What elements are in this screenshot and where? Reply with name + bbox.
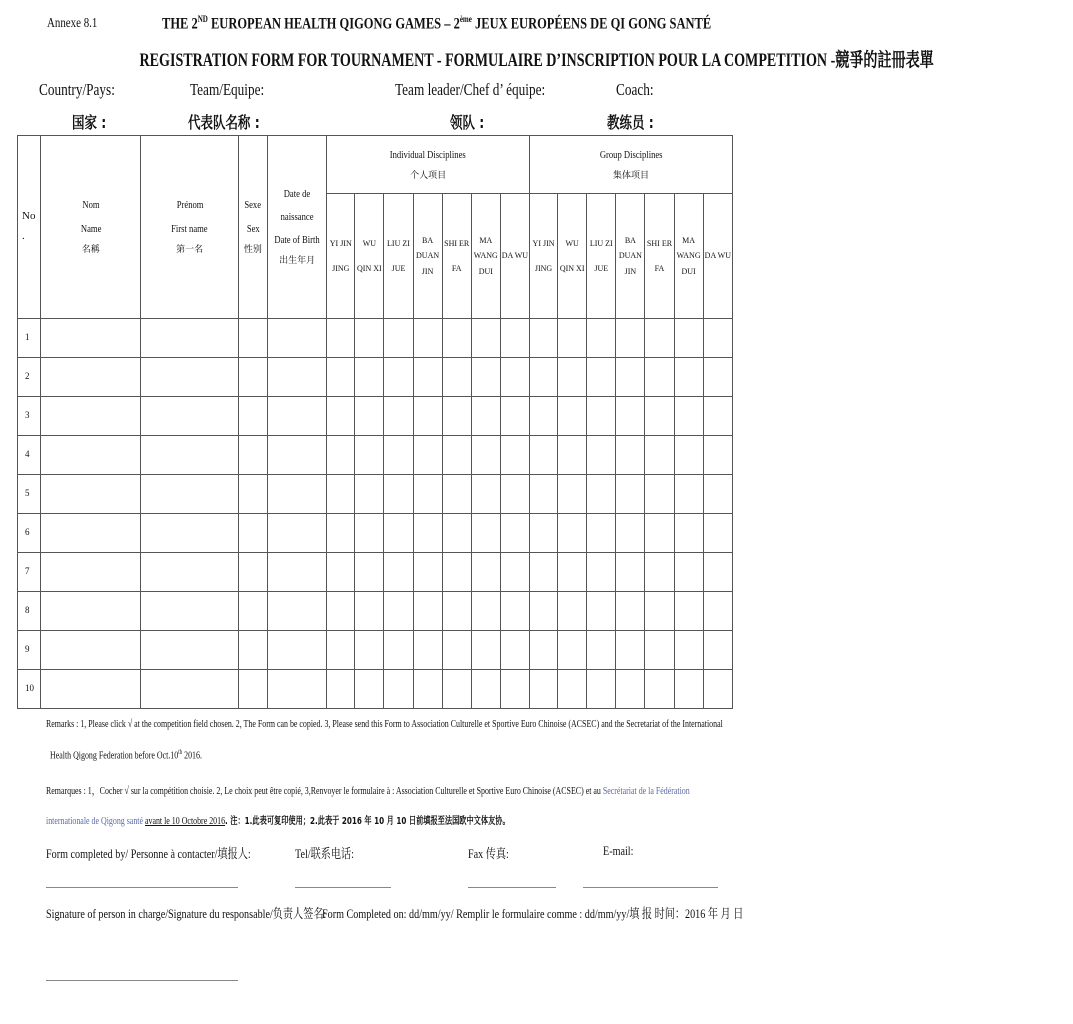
- discipline-ma-wang-dui: MA WANG DUI: [471, 194, 500, 319]
- entry-cell[interactable]: [141, 397, 238, 436]
- table-row: [18, 397, 733, 436]
- entry-cell[interactable]: [471, 397, 500, 436]
- remarks-fr-line2: internationale de Qigong santé avant le 10 Octobre 2016. 注：1.此表可复印使用；2.此表于 2016 年 10 月 10 日前填报至法国欧中文体友协。: [46, 815, 510, 827]
- row-number: 3: [18, 397, 41, 436]
- entry-cell[interactable]: [674, 397, 703, 436]
- entry-cell[interactable]: [355, 475, 384, 514]
- entry-cell[interactable]: [327, 319, 355, 358]
- entry-cell[interactable]: [238, 436, 267, 475]
- entry-cell[interactable]: [471, 436, 500, 475]
- entry-cell[interactable]: [141, 592, 238, 631]
- entry-cell[interactable]: [442, 670, 471, 709]
- entry-cell[interactable]: [238, 631, 267, 670]
- entry-cell[interactable]: [703, 514, 732, 553]
- entry-cell[interactable]: [558, 553, 587, 592]
- discipline-ba-duan-jin: BA DUAN JIN: [413, 194, 442, 319]
- row-number: 7: [18, 553, 41, 592]
- row-number: 8: [18, 592, 41, 631]
- entry-cell[interactable]: [645, 358, 674, 397]
- entry-cell[interactable]: [530, 631, 558, 670]
- country-label: Country/Pays:: [39, 80, 115, 99]
- completed-by-field[interactable]: [46, 887, 238, 888]
- table-row: [18, 436, 733, 475]
- group-discipline-wu-qin-xi: WU QIN XI: [558, 194, 587, 319]
- entry-cell[interactable]: [267, 514, 326, 553]
- group-discipline-liu-zi-jue: LIU ZI JUE: [587, 194, 616, 319]
- entry-cell[interactable]: [141, 436, 238, 475]
- entry-cell[interactable]: [616, 397, 645, 436]
- entry-cell[interactable]: [616, 436, 645, 475]
- entry-cell[interactable]: [413, 631, 442, 670]
- entry-cell[interactable]: [238, 670, 267, 709]
- entry-cell[interactable]: [267, 436, 326, 475]
- entry-cell[interactable]: [530, 475, 558, 514]
- entry-cell[interactable]: [587, 670, 616, 709]
- entry-cell[interactable]: [530, 514, 558, 553]
- entry-cell[interactable]: [500, 358, 529, 397]
- entry-cell[interactable]: [442, 475, 471, 514]
- entry-cell[interactable]: [413, 670, 442, 709]
- table-row: [18, 553, 733, 592]
- entry-cell[interactable]: [384, 397, 413, 436]
- entry-cell[interactable]: [384, 475, 413, 514]
- entry-cell[interactable]: [616, 475, 645, 514]
- entry-cell[interactable]: [238, 592, 267, 631]
- entry-cell[interactable]: [645, 670, 674, 709]
- entry-cell[interactable]: [141, 358, 238, 397]
- entry-cell[interactable]: [41, 592, 141, 631]
- no-header: No .: [18, 136, 41, 319]
- entry-cell[interactable]: [267, 397, 326, 436]
- email-label: E-mail:: [603, 843, 634, 858]
- entry-cell[interactable]: [558, 514, 587, 553]
- entry-cell[interactable]: [558, 358, 587, 397]
- entry-cell[interactable]: [327, 358, 355, 397]
- entry-cell[interactable]: [587, 631, 616, 670]
- entry-cell[interactable]: [442, 631, 471, 670]
- entry-cell[interactable]: [327, 397, 355, 436]
- entry-cell[interactable]: [616, 514, 645, 553]
- entry-cell[interactable]: [703, 670, 732, 709]
- entry-cell[interactable]: [471, 592, 500, 631]
- team-leader-label-zh: 领队 :: [450, 113, 485, 132]
- remarks-fr-line1: Remarques : 1，Cocher √ sur la compétition choisie. 2, Le choix peut être copié, 3,Renvoyer le formulaire à : Association Culturelle et Sportive Euro Chinoise (ACSEC) et au Secrétariat de la Fédération: [46, 785, 690, 797]
- entry-cell[interactable]: [530, 553, 558, 592]
- entry-cell[interactable]: [41, 475, 141, 514]
- entry-cell[interactable]: [141, 319, 238, 358]
- entry-cell[interactable]: [471, 553, 500, 592]
- entry-cell[interactable]: [238, 475, 267, 514]
- entry-cell[interactable]: [616, 631, 645, 670]
- entry-cell[interactable]: [141, 553, 238, 592]
- entry-cell[interactable]: [413, 553, 442, 592]
- entry-cell[interactable]: [703, 592, 732, 631]
- table-row: [18, 631, 733, 670]
- entry-cell[interactable]: [355, 319, 384, 358]
- remarks-en-line1: Remarks : 1, Please click √ at the competition field chosen. 2, The Form can be copied. 3, Please send this Form to Association Culturelle et Sportive Euro Chinoise (ACSEC) and the Secretariat of the International: [46, 718, 723, 730]
- entry-cell[interactable]: [238, 397, 267, 436]
- row-number: 10: [18, 670, 41, 709]
- entry-cell[interactable]: [500, 631, 529, 670]
- signature-field[interactable]: [46, 980, 238, 981]
- entry-cell[interactable]: [674, 670, 703, 709]
- entry-cell[interactable]: [355, 436, 384, 475]
- nom-header: Nom Name 名稱: [41, 136, 141, 319]
- entry-cell[interactable]: [587, 397, 616, 436]
- entry-cell[interactable]: [355, 514, 384, 553]
- entry-cell[interactable]: [267, 319, 326, 358]
- row-number: 6: [18, 514, 41, 553]
- team-leader-label: Team leader/Chef d’ équipe:: [395, 80, 546, 99]
- coach-label-zh: 教练员 :: [607, 113, 654, 132]
- entry-cell[interactable]: [384, 670, 413, 709]
- entry-cell[interactable]: [471, 358, 500, 397]
- entry-cell[interactable]: [616, 553, 645, 592]
- entry-cell[interactable]: [141, 475, 238, 514]
- entry-cell[interactable]: [413, 592, 442, 631]
- entry-cell[interactable]: [703, 475, 732, 514]
- entry-cell[interactable]: [442, 358, 471, 397]
- table-row: [18, 514, 733, 553]
- remarks-en-line2: Health Qigong Federation before Oct.10th 2016.: [50, 748, 202, 762]
- entry-cell[interactable]: [674, 592, 703, 631]
- entry-cell[interactable]: [413, 397, 442, 436]
- entry-cell[interactable]: [674, 514, 703, 553]
- entry-cell[interactable]: [674, 553, 703, 592]
- entry-cell[interactable]: [355, 397, 384, 436]
- entry-cell[interactable]: [703, 319, 732, 358]
- entry-cell[interactable]: [587, 475, 616, 514]
- entry-cell[interactable]: [384, 631, 413, 670]
- entry-cell[interactable]: [703, 553, 732, 592]
- email-field[interactable]: [583, 887, 718, 888]
- entry-cell[interactable]: [355, 631, 384, 670]
- entry-cell[interactable]: [587, 436, 616, 475]
- entry-cell[interactable]: [587, 358, 616, 397]
- row-number: 4: [18, 436, 41, 475]
- entry-cell[interactable]: [327, 514, 355, 553]
- entry-cell[interactable]: [471, 475, 500, 514]
- entry-cell[interactable]: [384, 319, 413, 358]
- coach-label: Coach:: [616, 80, 654, 99]
- signature-label: Signature of person in charge/Signature du responsable/负责人签名:: [46, 906, 327, 921]
- entry-cell[interactable]: [674, 436, 703, 475]
- registration-table: [17, 135, 733, 709]
- entry-cell[interactable]: [141, 514, 238, 553]
- entry-cell[interactable]: [500, 592, 529, 631]
- entry-cell[interactable]: [558, 670, 587, 709]
- prenom-header: Prénom First name 第一名: [141, 136, 238, 319]
- entry-cell[interactable]: [384, 553, 413, 592]
- entry-cell[interactable]: [674, 631, 703, 670]
- annexe-label: Annexe 8.1: [47, 16, 98, 31]
- entry-cell[interactable]: [471, 514, 500, 553]
- entry-cell[interactable]: [442, 319, 471, 358]
- entry-cell[interactable]: [384, 436, 413, 475]
- entry-cell[interactable]: [500, 475, 529, 514]
- entry-cell[interactable]: [238, 514, 267, 553]
- entry-cell[interactable]: [500, 397, 529, 436]
- row-number: 9: [18, 631, 41, 670]
- discipline-da-wu: DA WU: [500, 194, 529, 319]
- entry-cell[interactable]: [41, 631, 141, 670]
- entry-cell[interactable]: [587, 319, 616, 358]
- entry-cell[interactable]: [355, 553, 384, 592]
- entry-cell[interactable]: [327, 436, 355, 475]
- entry-cell[interactable]: [645, 553, 674, 592]
- individual-disciplines-header: Individual Disciplines 个人项目: [327, 136, 530, 194]
- entry-cell[interactable]: [41, 436, 141, 475]
- entry-cell[interactable]: [442, 553, 471, 592]
- entry-cell[interactable]: [471, 631, 500, 670]
- group-discipline-ba-duan-jin: BA DUAN JIN: [616, 194, 645, 319]
- entry-cell[interactable]: [645, 319, 674, 358]
- team-label: Team/Equipe:: [190, 80, 265, 99]
- entry-cell[interactable]: [327, 631, 355, 670]
- entry-cell[interactable]: [41, 514, 141, 553]
- fax-field[interactable]: [468, 887, 556, 888]
- entry-cell[interactable]: [41, 319, 141, 358]
- entry-cell[interactable]: [238, 358, 267, 397]
- entry-cell[interactable]: [267, 592, 326, 631]
- entry-cell[interactable]: [41, 553, 141, 592]
- row-number: 5: [18, 475, 41, 514]
- entry-cell[interactable]: [558, 319, 587, 358]
- discipline-yi-jin-jing: YI JIN JING: [327, 194, 355, 319]
- entry-cell[interactable]: [267, 631, 326, 670]
- entry-cell[interactable]: [500, 436, 529, 475]
- entry-cell[interactable]: [413, 436, 442, 475]
- tel-label: Tel/联系电话:: [295, 846, 354, 861]
- entry-cell[interactable]: [558, 475, 587, 514]
- entry-cell[interactable]: [442, 514, 471, 553]
- entry-cell[interactable]: [355, 592, 384, 631]
- entry-cell[interactable]: [703, 397, 732, 436]
- entry-cell[interactable]: [645, 475, 674, 514]
- entry-cell[interactable]: [645, 631, 674, 670]
- entry-cell[interactable]: [703, 631, 732, 670]
- entry-cell[interactable]: [500, 670, 529, 709]
- entry-cell[interactable]: [355, 358, 384, 397]
- entry-cell[interactable]: [327, 670, 355, 709]
- fax-label: Fax 传真:: [468, 846, 509, 861]
- group-discipline-ma-wang-dui: MA WANG DUI: [674, 194, 703, 319]
- entry-cell[interactable]: [674, 319, 703, 358]
- entry-cell[interactable]: [645, 436, 674, 475]
- entry-cell[interactable]: [616, 670, 645, 709]
- entry-cell[interactable]: [413, 319, 442, 358]
- entry-cell[interactable]: [530, 436, 558, 475]
- entry-cell[interactable]: [384, 592, 413, 631]
- completed-on-label: Form Completed on: dd/mm/yy/ Remplir le formulaire comme : dd/mm/yy/填 报 时间：2016 年 月 日: [322, 906, 744, 921]
- entry-cell[interactable]: [587, 553, 616, 592]
- table-row: [18, 319, 733, 358]
- group-discipline-shi-er-fa: SHI ER FA: [645, 194, 674, 319]
- table-row: [18, 592, 733, 631]
- entry-cell[interactable]: [530, 397, 558, 436]
- dob-header: Date de naissance Date of Birth 出生年月: [267, 136, 326, 319]
- completed-by-label: Form completed by/ Personne à contacter/填报人:: [46, 846, 251, 861]
- entry-cell[interactable]: [141, 670, 238, 709]
- entry-cell[interactable]: [703, 358, 732, 397]
- discipline-liu-zi-jue: LIU ZI JUE: [384, 194, 413, 319]
- entry-cell[interactable]: [267, 670, 326, 709]
- entry-cell[interactable]: [267, 553, 326, 592]
- entry-cell[interactable]: [267, 475, 326, 514]
- entry-cell[interactable]: [413, 514, 442, 553]
- entry-cell[interactable]: [442, 436, 471, 475]
- group-disciplines-header: Group Disciplines 集体项目: [530, 136, 733, 194]
- entry-cell[interactable]: [327, 553, 355, 592]
- entry-cell[interactable]: [413, 475, 442, 514]
- table-row: [18, 475, 733, 514]
- page-title: THE 2ND EUROPEAN HEALTH QIGONG GAMES – 2ème JEUX EUROPÉENS DE QI GONG SANTÉ: [162, 14, 712, 33]
- group-discipline-da-wu: DA WU: [703, 194, 732, 319]
- entry-cell[interactable]: [267, 358, 326, 397]
- team-label-zh: 代表队名称 :: [188, 113, 260, 132]
- entry-cell[interactable]: [413, 358, 442, 397]
- entry-cell[interactable]: [384, 514, 413, 553]
- entry-cell[interactable]: [645, 514, 674, 553]
- entry-cell[interactable]: [645, 592, 674, 631]
- entry-cell[interactable]: [587, 592, 616, 631]
- entry-cell[interactable]: [442, 592, 471, 631]
- entry-cell[interactable]: [327, 475, 355, 514]
- discipline-wu-qin-xi: WU QIN XI: [355, 194, 384, 319]
- country-label-zh: 国家 :: [72, 113, 107, 132]
- entry-cell[interactable]: [384, 358, 413, 397]
- entry-cell[interactable]: [616, 319, 645, 358]
- entry-cell[interactable]: [471, 670, 500, 709]
- form-subtitle: REGISTRATION FORM FOR TOURNAMENT - FORMULAIRE D’INSCRIPTION POUR LA COMPETITION -競爭的註冊表單: [139, 50, 934, 71]
- group-discipline-yi-jin-jing: YI JIN JING: [530, 194, 558, 319]
- entry-cell[interactable]: [558, 397, 587, 436]
- row-number: 1: [18, 319, 41, 358]
- entry-cell[interactable]: [674, 358, 703, 397]
- entry-cell[interactable]: [674, 475, 703, 514]
- entry-cell[interactable]: [530, 319, 558, 358]
- entry-cell[interactable]: [558, 631, 587, 670]
- row-number: 2: [18, 358, 41, 397]
- discipline-shi-er-fa: SHI ER FA: [442, 194, 471, 319]
- entry-cell[interactable]: [41, 670, 141, 709]
- table-row: [18, 358, 733, 397]
- entry-cell[interactable]: [530, 670, 558, 709]
- entry-cell[interactable]: [558, 592, 587, 631]
- table-body: [18, 319, 733, 709]
- entry-cell[interactable]: [41, 397, 141, 436]
- entry-cell[interactable]: [238, 553, 267, 592]
- entry-cell[interactable]: [587, 514, 616, 553]
- entry-cell[interactable]: [558, 436, 587, 475]
- entry-cell[interactable]: [442, 397, 471, 436]
- entry-cell[interactable]: [500, 553, 529, 592]
- entry-cell[interactable]: [500, 514, 529, 553]
- entry-cell[interactable]: [530, 592, 558, 631]
- entry-cell[interactable]: [616, 592, 645, 631]
- entry-cell[interactable]: [616, 358, 645, 397]
- entry-cell[interactable]: [355, 670, 384, 709]
- entry-cell[interactable]: [238, 319, 267, 358]
- entry-cell[interactable]: [530, 358, 558, 397]
- entry-cell[interactable]: [327, 592, 355, 631]
- entry-cell[interactable]: [471, 319, 500, 358]
- entry-cell[interactable]: [500, 319, 529, 358]
- tel-field[interactable]: [295, 887, 391, 888]
- entry-cell[interactable]: [141, 631, 238, 670]
- table-row: [18, 670, 733, 709]
- entry-cell[interactable]: [645, 397, 674, 436]
- entry-cell[interactable]: [703, 436, 732, 475]
- sex-header: Sexe Sex 性别: [238, 136, 267, 319]
- entry-cell[interactable]: [41, 358, 141, 397]
